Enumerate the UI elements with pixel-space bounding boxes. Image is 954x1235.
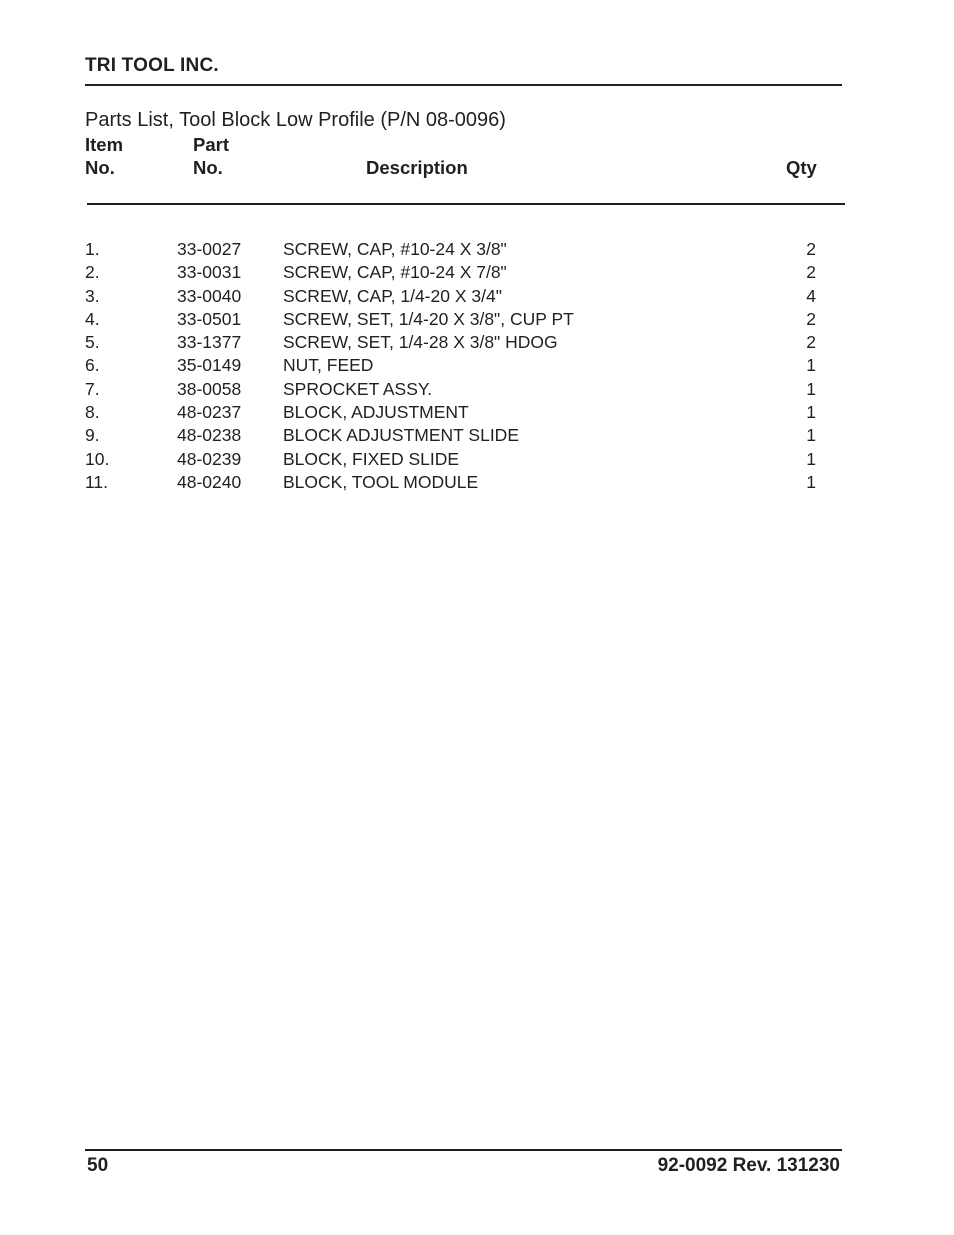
item-number: 1.: [85, 239, 100, 259]
table-row: [0, 238, 954, 261]
column-header-item-line1: Item: [85, 134, 124, 155]
part-description: BLOCK, FIXED SLIDE: [283, 448, 460, 469]
table-row: [0, 354, 954, 377]
table-row: [0, 424, 954, 447]
part-description: SPROCKET ASSY.: [283, 378, 433, 399]
part-qty: 1: [806, 471, 816, 492]
parts-table: [0, 238, 954, 494]
parts-list-title: Parts List, Tool Block Low Profile (P/N 08-0096): [85, 109, 506, 131]
column-header-part-line2: No.: [193, 157, 223, 178]
part-number: 33-0031: [177, 262, 242, 283]
part-qty: 1: [806, 402, 816, 423]
item-number: 8.: [85, 402, 100, 423]
part-qty: 2: [806, 262, 816, 283]
column-header-part: [193, 133, 229, 179]
item-number: 6.: [85, 355, 100, 376]
part-qty: 1: [806, 378, 816, 399]
table-row: [0, 285, 954, 308]
page-number: 50: [87, 1155, 109, 1176]
part-description: BLOCK ADJUSTMENT SLIDE: [283, 425, 519, 446]
table-row: [0, 471, 954, 494]
part-number: 33-0040: [177, 285, 242, 306]
item-number: 4.: [85, 308, 100, 329]
column-header-part-line1: Part: [193, 134, 229, 155]
part-number: 33-0501: [177, 308, 242, 329]
part-qty: 1: [806, 355, 816, 376]
item-number: 7.: [85, 378, 100, 399]
part-number: 48-0237: [177, 402, 242, 423]
company-name: TRI TOOL INC.: [85, 55, 219, 76]
item-number: 3.: [85, 285, 100, 306]
column-header-qty: Qty: [786, 157, 817, 178]
part-description: SCREW, SET, 1/4-20 X 3/8", CUP PT: [283, 308, 574, 329]
part-description: SCREW, SET, 1/4-28 X 3/8" HDOG: [283, 332, 558, 353]
table-row: [0, 448, 954, 471]
column-header-item-line2: No.: [85, 157, 115, 178]
part-number: 33-1377: [177, 332, 242, 353]
part-number: 48-0238: [177, 425, 242, 446]
part-description: SCREW, CAP, 1/4-20 X 3/4": [283, 285, 502, 306]
table-row: [0, 261, 954, 284]
part-number: 48-0240: [177, 471, 242, 492]
column-header-item: [85, 133, 123, 179]
column-header-rule: [87, 203, 845, 205]
item-number: 10.: [85, 448, 110, 469]
part-description: BLOCK, TOOL MODULE: [283, 471, 479, 492]
document-revision: 92-0092 Rev. 131230: [657, 1155, 840, 1176]
part-description: SCREW, CAP, #10-24 X 3/8": [283, 239, 507, 259]
table-row: [0, 401, 954, 424]
part-number: 35-0149: [177, 355, 242, 376]
part-number: 38-0058: [177, 378, 242, 399]
part-qty: 2: [806, 308, 816, 329]
part-description: NUT, FEED: [283, 355, 374, 376]
part-qty: 1: [806, 448, 816, 469]
item-number: 11.: [85, 471, 109, 492]
part-description: BLOCK, ADJUSTMENT: [283, 402, 469, 423]
item-number: 5.: [85, 332, 100, 353]
part-qty: 4: [806, 285, 816, 306]
part-qty: 1: [806, 425, 816, 446]
item-number: 2.: [85, 262, 100, 283]
part-description: SCREW, CAP, #10-24 X 7/8": [283, 262, 507, 283]
footer-rule: [85, 1149, 842, 1151]
part-number: 48-0239: [177, 448, 242, 469]
table-row: [0, 308, 954, 331]
header-rule: [85, 84, 842, 86]
item-number: 9.: [85, 425, 100, 446]
part-qty: 2: [806, 332, 816, 353]
part-qty: 2: [806, 239, 816, 259]
table-row: [0, 331, 954, 354]
column-header-description: Description: [366, 157, 468, 178]
part-number: 33-0027: [177, 239, 242, 259]
table-row: [0, 378, 954, 401]
